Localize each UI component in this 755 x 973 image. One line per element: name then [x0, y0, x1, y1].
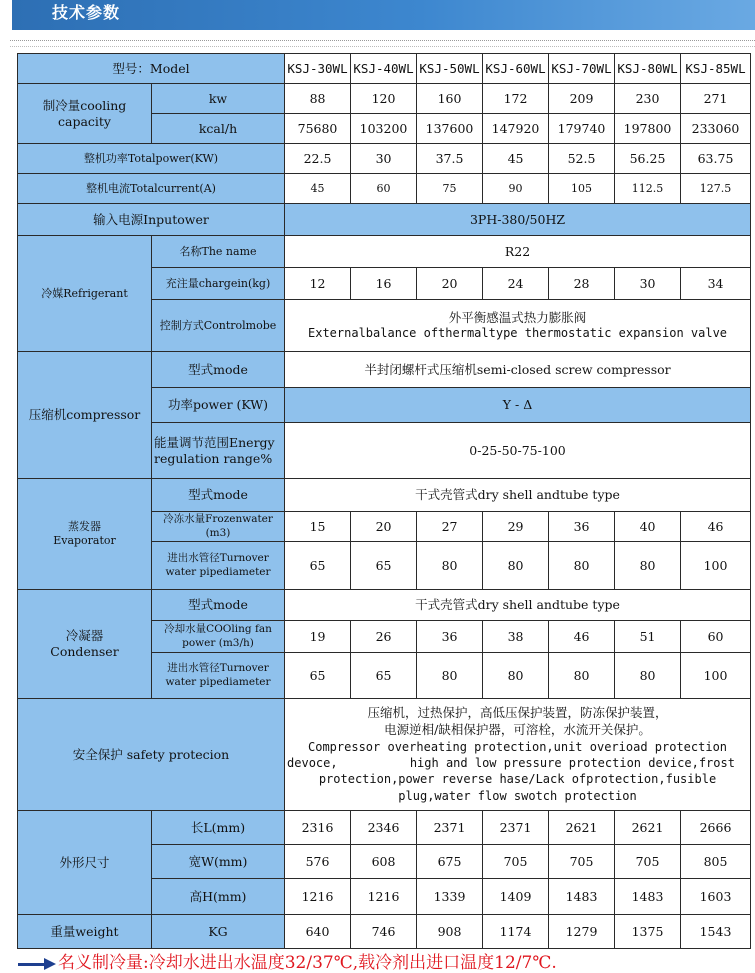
- cooling-kw-cell: 209: [549, 84, 615, 114]
- safety-en-line: protection,power reverse hase/Lack ofprotection,fusible: [318, 772, 717, 787]
- width-cell: 608: [351, 845, 417, 879]
- width-cell: 705: [483, 845, 549, 879]
- cooling-kw-cell: 160: [417, 84, 483, 114]
- total-power-cell: 56.25: [615, 144, 681, 174]
- section-banner: [12, 0, 755, 30]
- total-current-label: 整机电流Totalcurrent(A): [18, 174, 285, 204]
- evaporator-pipe-cell: 80: [615, 542, 681, 590]
- condenser-label-en: Condenser: [50, 644, 119, 659]
- evaporator-water-cell: 40: [615, 512, 681, 542]
- total-power-cell: 52.5: [549, 144, 615, 174]
- safety-en-line: plug,water flow swotch protection: [398, 788, 637, 803]
- width-cell: 576: [285, 845, 351, 879]
- length-cell: 2371: [417, 811, 483, 845]
- refrigerant-name-row: [18, 236, 751, 268]
- condenser-mode-row: [18, 590, 751, 621]
- height-cell: 1216: [351, 879, 417, 915]
- length-cell: 2666: [681, 811, 751, 845]
- compressor-power-label: 功率power (KW): [152, 388, 285, 423]
- condenser-water-cell: 51: [615, 621, 681, 653]
- evaporator-label: [18, 479, 152, 590]
- evaporator-pipe-cell: 80: [483, 542, 549, 590]
- evaporator-pipe-cell: 100: [681, 542, 751, 590]
- condenser-water-cell: 60: [681, 621, 751, 653]
- total-power-label: 整机功率Totalpower(KW): [18, 144, 285, 174]
- refrigerant-charge-cell: 30: [615, 268, 681, 300]
- weight-unit: KG: [152, 915, 285, 949]
- input-power-value: 3PH-380/50HZ: [285, 204, 751, 236]
- condenser-water-cell: 36: [417, 621, 483, 653]
- width-cell: 705: [615, 845, 681, 879]
- total-current-cell: 90: [483, 174, 549, 204]
- total-power-row: [18, 144, 751, 174]
- footnote-text: 名义制冷量:冷却水进出水温度32/37℃,载冷剂出进口温度12/7℃.: [58, 953, 557, 973]
- compressor-power-value: Y - Δ: [285, 388, 751, 423]
- model-cell: KSJ-50WL: [417, 54, 483, 84]
- height-cell: 1483: [549, 879, 615, 915]
- weight-cell: 1543: [681, 915, 751, 949]
- condenser-pipe-cell: 80: [417, 653, 483, 699]
- footnote: [18, 948, 755, 972]
- evaporator-water-cell: 15: [285, 512, 351, 542]
- safety-label: 安全保护 safety protecion: [18, 699, 285, 811]
- cooling-kw-cell: 230: [615, 84, 681, 114]
- weight-cell: 640: [285, 915, 351, 949]
- length-cell: 2346: [351, 811, 417, 845]
- input-power-row: [18, 204, 751, 236]
- spec-table: [17, 53, 751, 949]
- total-power-cell: 22.5: [285, 144, 351, 174]
- condenser-pipe-cell: 100: [681, 653, 751, 699]
- cooling-kw-cell: 88: [285, 84, 351, 114]
- condenser-pipe-cell: 65: [351, 653, 417, 699]
- cooling-kcal-cell: 147920: [483, 114, 549, 144]
- cooling-kcal-cell: 233060: [681, 114, 751, 144]
- total-power-cell: 37.5: [417, 144, 483, 174]
- evaporator-mode-label: 型式mode: [152, 479, 285, 512]
- refrigerant-control-value: [285, 300, 751, 352]
- condenser-water-cell: 19: [285, 621, 351, 653]
- safety-row: [18, 699, 751, 811]
- section-title: 技术参数: [52, 3, 121, 22]
- model-cell: KSJ-70WL: [549, 54, 615, 84]
- compressor-label: 压缩机compressor: [18, 352, 152, 479]
- cooling-kcal-unit: kcal/h: [152, 114, 285, 144]
- weight-cell: 1279: [549, 915, 615, 949]
- width-cell: 675: [417, 845, 483, 879]
- height-cell: 1409: [483, 879, 549, 915]
- cooling-kcal-cell: 75680: [285, 114, 351, 144]
- refrigerant-name-label: 名称The name: [152, 236, 285, 268]
- refrigerant-control-cn: 外平衡感温式热力膨胀阀: [448, 310, 587, 326]
- total-current-cell: 75: [417, 174, 483, 204]
- model-cell: KSJ-40WL: [351, 54, 417, 84]
- weight-cell: 1174: [483, 915, 549, 949]
- evaporator-water-cell: 36: [549, 512, 615, 542]
- cooling-kw-unit: kw: [152, 84, 285, 114]
- compressor-range-value: 0-25-50-75-100: [285, 423, 751, 479]
- refrigerant-control-en: Externalbalance ofthermaltype thermostatic expansion valve: [308, 325, 728, 340]
- refrigerant-charge-cell: 16: [351, 268, 417, 300]
- divider: [10, 40, 755, 41]
- length-cell: 2621: [615, 811, 681, 845]
- length-cell: 2371: [483, 811, 549, 845]
- total-current-cell: 112.5: [615, 174, 681, 204]
- refrigerant-charge-cell: 12: [285, 268, 351, 300]
- safety-en-line: Compressor overheating protection,unit overioad protection: [308, 740, 728, 754]
- cooling-kcal-cell: 179740: [549, 114, 615, 144]
- safety-cn-line: 电源逆相/缺相保护器，可溶栓，水流开关保护。: [384, 722, 651, 738]
- height-cell: 1483: [615, 879, 681, 915]
- cooling-kw-cell: 172: [483, 84, 549, 114]
- safety-value: [285, 699, 751, 811]
- refrigerant-name-value: R22: [285, 236, 751, 268]
- cooling-kcal-cell: 197800: [615, 114, 681, 144]
- safety-cn-line: 压缩机，过热保护，高低压保护装置，防冻保护装置，: [367, 705, 668, 721]
- weight-label: 重量weight: [18, 915, 152, 949]
- model-row: [18, 54, 751, 84]
- evaporator-water-cell: 27: [417, 512, 483, 542]
- condenser-mode-value: 干式壳管式dry shell andtube type: [285, 590, 751, 621]
- cooling-kcal-cell: 137600: [417, 114, 483, 144]
- refrigerant-control-label: 控制方式Controlmobe: [152, 300, 285, 352]
- total-power-cell: 63.75: [681, 144, 751, 174]
- total-current-cell: 105: [549, 174, 615, 204]
- compressor-mode-label: 型式mode: [152, 352, 285, 388]
- refrigerant-charge-cell: 24: [483, 268, 549, 300]
- condenser-pipe-cell: 80: [615, 653, 681, 699]
- height-cell: 1603: [681, 879, 751, 915]
- evaporator-mode-value: 干式壳管式dry shell andtube type: [285, 479, 751, 512]
- refrigerant-charge-cell: 34: [681, 268, 751, 300]
- condenser-water-cell: 46: [549, 621, 615, 653]
- evaporator-label-en: Evaporator: [53, 534, 116, 547]
- total-power-cell: 45: [483, 144, 549, 174]
- total-current-cell: 60: [351, 174, 417, 204]
- compressor-mode-row: [18, 352, 751, 388]
- model-cell: KSJ-60WL: [483, 54, 549, 84]
- input-power-label: 输入电源Inputower: [18, 204, 285, 236]
- model-label: 型号：Model: [18, 54, 285, 84]
- evaporator-pipe-cell: 80: [549, 542, 615, 590]
- model-cell: KSJ-80WL: [615, 54, 681, 84]
- weight-cell: 746: [351, 915, 417, 949]
- height-label: 高H(mm): [152, 879, 285, 915]
- length-cell: 2316: [285, 811, 351, 845]
- refrigerant-label: 冷媒Refrigerant: [18, 236, 152, 352]
- length-cell: 2621: [549, 811, 615, 845]
- weight-row: [18, 915, 751, 949]
- evaporator-pipe-cell: 80: [417, 542, 483, 590]
- width-label: 宽W(mm): [152, 845, 285, 879]
- condenser-pipe-label: 进出水管径Turnover water pipediameter: [152, 653, 285, 699]
- safety-en-line: devoce, high and low pressure protection device,frost: [287, 756, 735, 771]
- cooling-kcal-cell: 103200: [351, 114, 417, 144]
- evaporator-water-label: 冷冻水量Frozenwater (m3): [152, 512, 285, 542]
- condenser-pipe-cell: 80: [549, 653, 615, 699]
- evaporator-pipe-label: 进出水管径Turnover water pipediameter: [152, 542, 285, 590]
- evaporator-pipe-cell: 65: [285, 542, 351, 590]
- divider: [10, 46, 755, 47]
- refrigerant-charge-cell: 28: [549, 268, 615, 300]
- arrow-right-icon: [18, 957, 56, 971]
- weight-cell: 908: [417, 915, 483, 949]
- refrigerant-charge-cell: 20: [417, 268, 483, 300]
- compressor-range-label: 能量调节范围Energy regulation range%: [152, 423, 285, 479]
- model-cell: KSJ-85WL: [681, 54, 751, 84]
- refrigerant-charge-label: 充注量chargein(kg): [152, 268, 285, 300]
- compressor-mode-value: 半封闭螺杆式压缩机semi-closed screw compressor: [285, 352, 751, 388]
- length-label: 长L(mm): [152, 811, 285, 845]
- cooling-capacity-label: 制冷量cooling capacity: [18, 84, 152, 144]
- total-current-cell: 127.5: [681, 174, 751, 204]
- condenser-pipe-cell: 65: [285, 653, 351, 699]
- cooling-kw-row: [18, 84, 751, 114]
- width-cell: 805: [681, 845, 751, 879]
- evaporator-mode-row: [18, 479, 751, 512]
- total-power-cell: 30: [351, 144, 417, 174]
- condenser-mode-label: 型式mode: [152, 590, 285, 621]
- condenser-water-label: 冷却水量COOling fan power (m3/h): [152, 621, 285, 653]
- evaporator-water-cell: 46: [681, 512, 751, 542]
- total-current-cell: 45: [285, 174, 351, 204]
- evaporator-pipe-cell: 65: [351, 542, 417, 590]
- length-row: [18, 811, 751, 845]
- condenser-pipe-cell: 80: [483, 653, 549, 699]
- total-current-row: [18, 174, 751, 204]
- cooling-kw-cell: 120: [351, 84, 417, 114]
- dimensions-label: 外形尺寸: [18, 811, 152, 915]
- evaporator-water-cell: 29: [483, 512, 549, 542]
- height-cell: 1216: [285, 879, 351, 915]
- model-cell: KSJ-30WL: [285, 54, 351, 84]
- condenser-water-cell: 38: [483, 621, 549, 653]
- condenser-water-cell: 26: [351, 621, 417, 653]
- evaporator-water-cell: 20: [351, 512, 417, 542]
- cooling-kw-cell: 271: [681, 84, 751, 114]
- weight-cell: 1375: [615, 915, 681, 949]
- condenser-label-cn: 冷凝器: [65, 628, 104, 644]
- width-cell: 705: [549, 845, 615, 879]
- condenser-label: [18, 590, 152, 699]
- height-cell: 1339: [417, 879, 483, 915]
- evaporator-label-cn: 蒸发器: [68, 520, 101, 534]
